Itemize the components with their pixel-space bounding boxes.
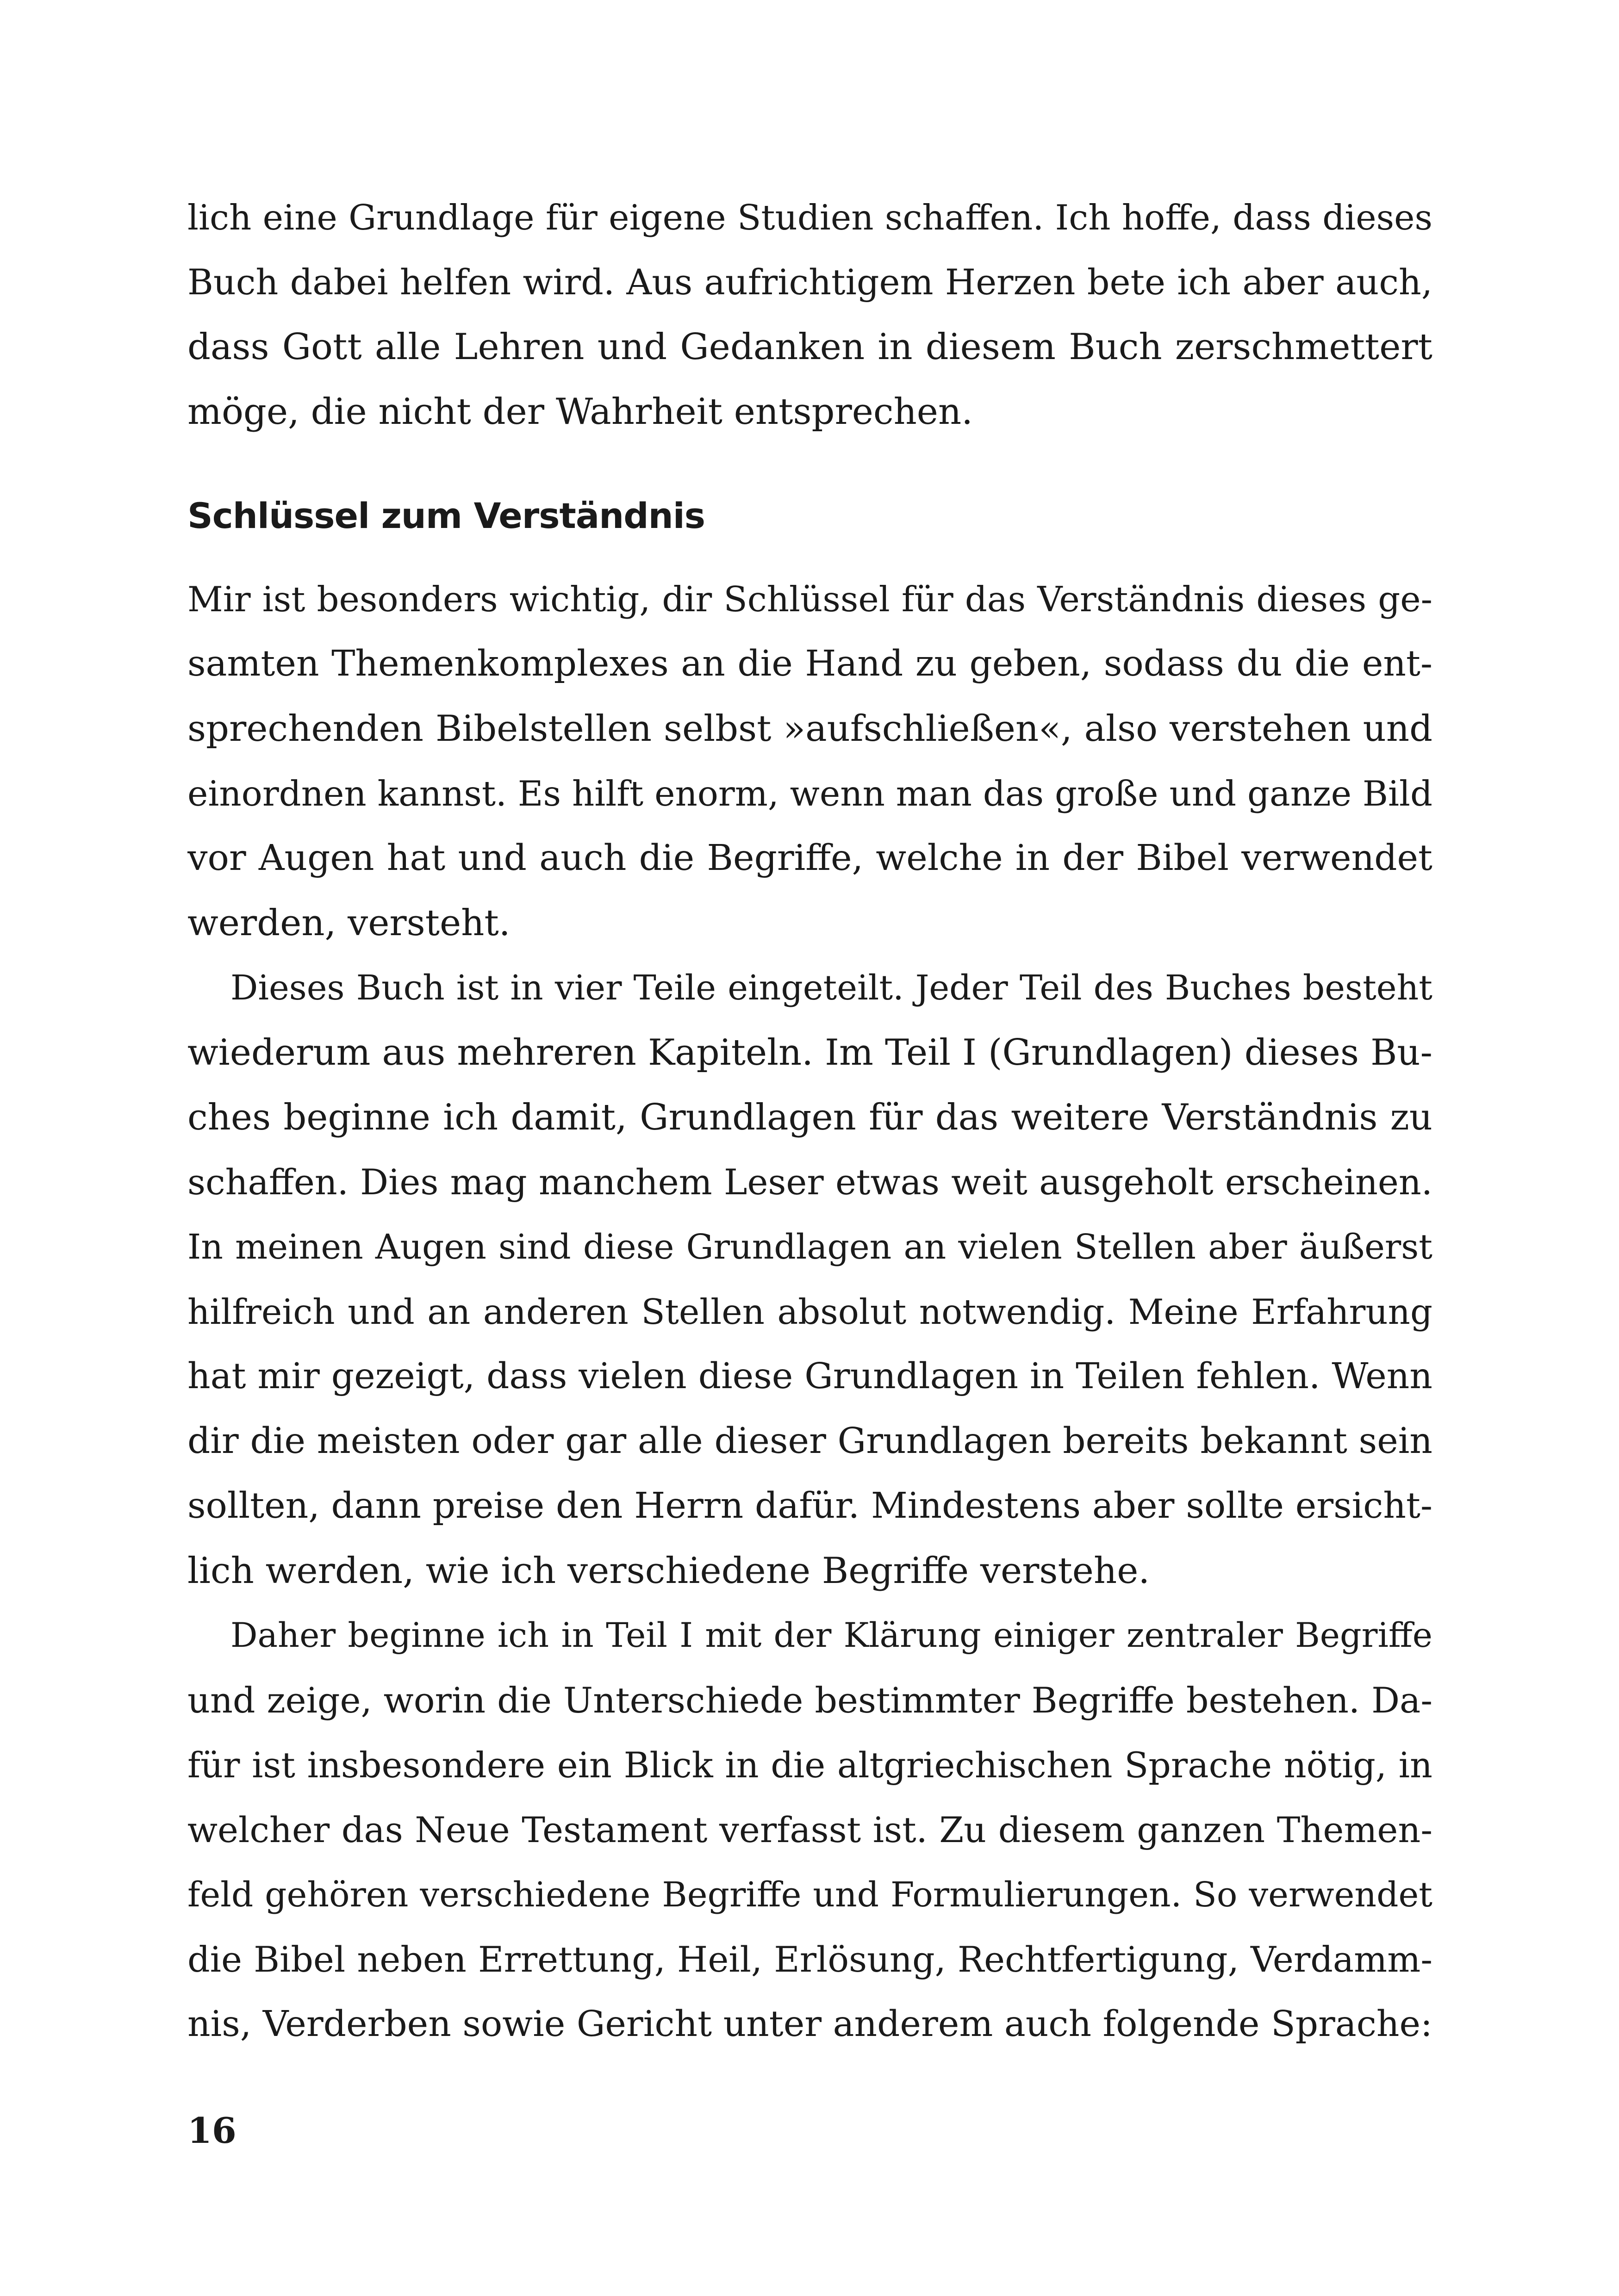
text-line: Mir ist besonders wichtig, dir Schlüssel für das Verständnis dieses ge-: [187, 579, 1432, 620]
text-line: und zeige, worin die Unterschiede bestimmter Begriffe bestehen. Da-: [187, 1680, 1432, 1721]
text-line: In meinen Augen sind diese Grundlagen an vielen Stellen aber äußerst: [187, 1227, 1432, 1267]
text-line: lich werden, wie ich verschiedene Begriffe verstehe.: [187, 1550, 1150, 1592]
page-number: 16: [187, 2110, 237, 2151]
text-line: welcher das Neue Testament verfasst ist. Zu diesem ganzen Themen-: [187, 1809, 1432, 1850]
text-line: wiederum aus mehreren Kapiteln. Im Teil I (Grundlagen) dieses Bu-: [187, 1032, 1432, 1074]
text-line: für ist insbesondere ein Blick in die altgriechischen Sprache nötig, in: [187, 1744, 1432, 1786]
text-line: werden, versteht.: [187, 902, 511, 944]
text-line: die Bibel neben Errettung, Heil, Erlösung, Rechtfertigung, Verdamm-: [187, 1939, 1432, 1980]
text-line: feld gehören verschiedene Begriffe und Formulierungen. So verwendet: [187, 1875, 1432, 1915]
text-line: schaffen. Dies mag manchem Leser etwas weit ausgeholt erscheinen.: [187, 1161, 1432, 1203]
text-line: möge, die nicht der Wahrheit entsprechen.: [187, 391, 973, 433]
section-heading: Schlüssel zum Verständnis: [187, 495, 705, 536]
text-line: hat mir gezeigt, dass vielen diese Grundlagen in Teilen fehlen. Wenn: [187, 1356, 1432, 1397]
text-line: dass Gott alle Lehren und Gedanken in diesem Buch zerschmettert: [187, 326, 1432, 368]
text-line: sollten, dann preise den Herrn dafür. Mindestens aber sollte ersicht-: [187, 1485, 1432, 1527]
text-line: Dieses Buch ist in vier Teile eingeteilt. Jeder Teil des Buches besteht: [230, 968, 1432, 1008]
text-line: sprechenden Bibelstellen selbst »aufschließen«, also verstehen und: [187, 708, 1432, 750]
text-line: einordnen kannst. Es hilft enorm, wenn man das große und ganze Bild: [187, 773, 1432, 814]
text-line: dir die meisten oder gar alle dieser Grundlagen bereits bekannt sein: [187, 1421, 1432, 1462]
text-line: Daher beginne ich in Teil I mit der Klärung einiger zentraler Begriffe: [230, 1616, 1432, 1655]
text-line: hilfreich und an anderen Stellen absolut notwendig. Meine Erfahrung: [187, 1291, 1432, 1332]
text-line: ches beginne ich damit, Grundlagen für das weitere Verständnis zu: [187, 1097, 1432, 1138]
text-line: samten Themenkomplexes an die Hand zu geben, sodass du die ent-: [187, 643, 1432, 684]
text-line: nis, Verderben sowie Gericht unter anderem auch folgende Sprache:: [187, 2004, 1432, 2045]
text-line: Buch dabei helfen wird. Aus aufrichtigem Herzen bete ich aber auch,: [187, 261, 1432, 303]
text-line: vor Augen hat und auch die Begriffe, welche in der Bibel verwendet: [187, 838, 1432, 879]
text-line: lich eine Grundlage für eigene Studien schaffen. Ich hoffe, dass dieses: [187, 197, 1432, 238]
